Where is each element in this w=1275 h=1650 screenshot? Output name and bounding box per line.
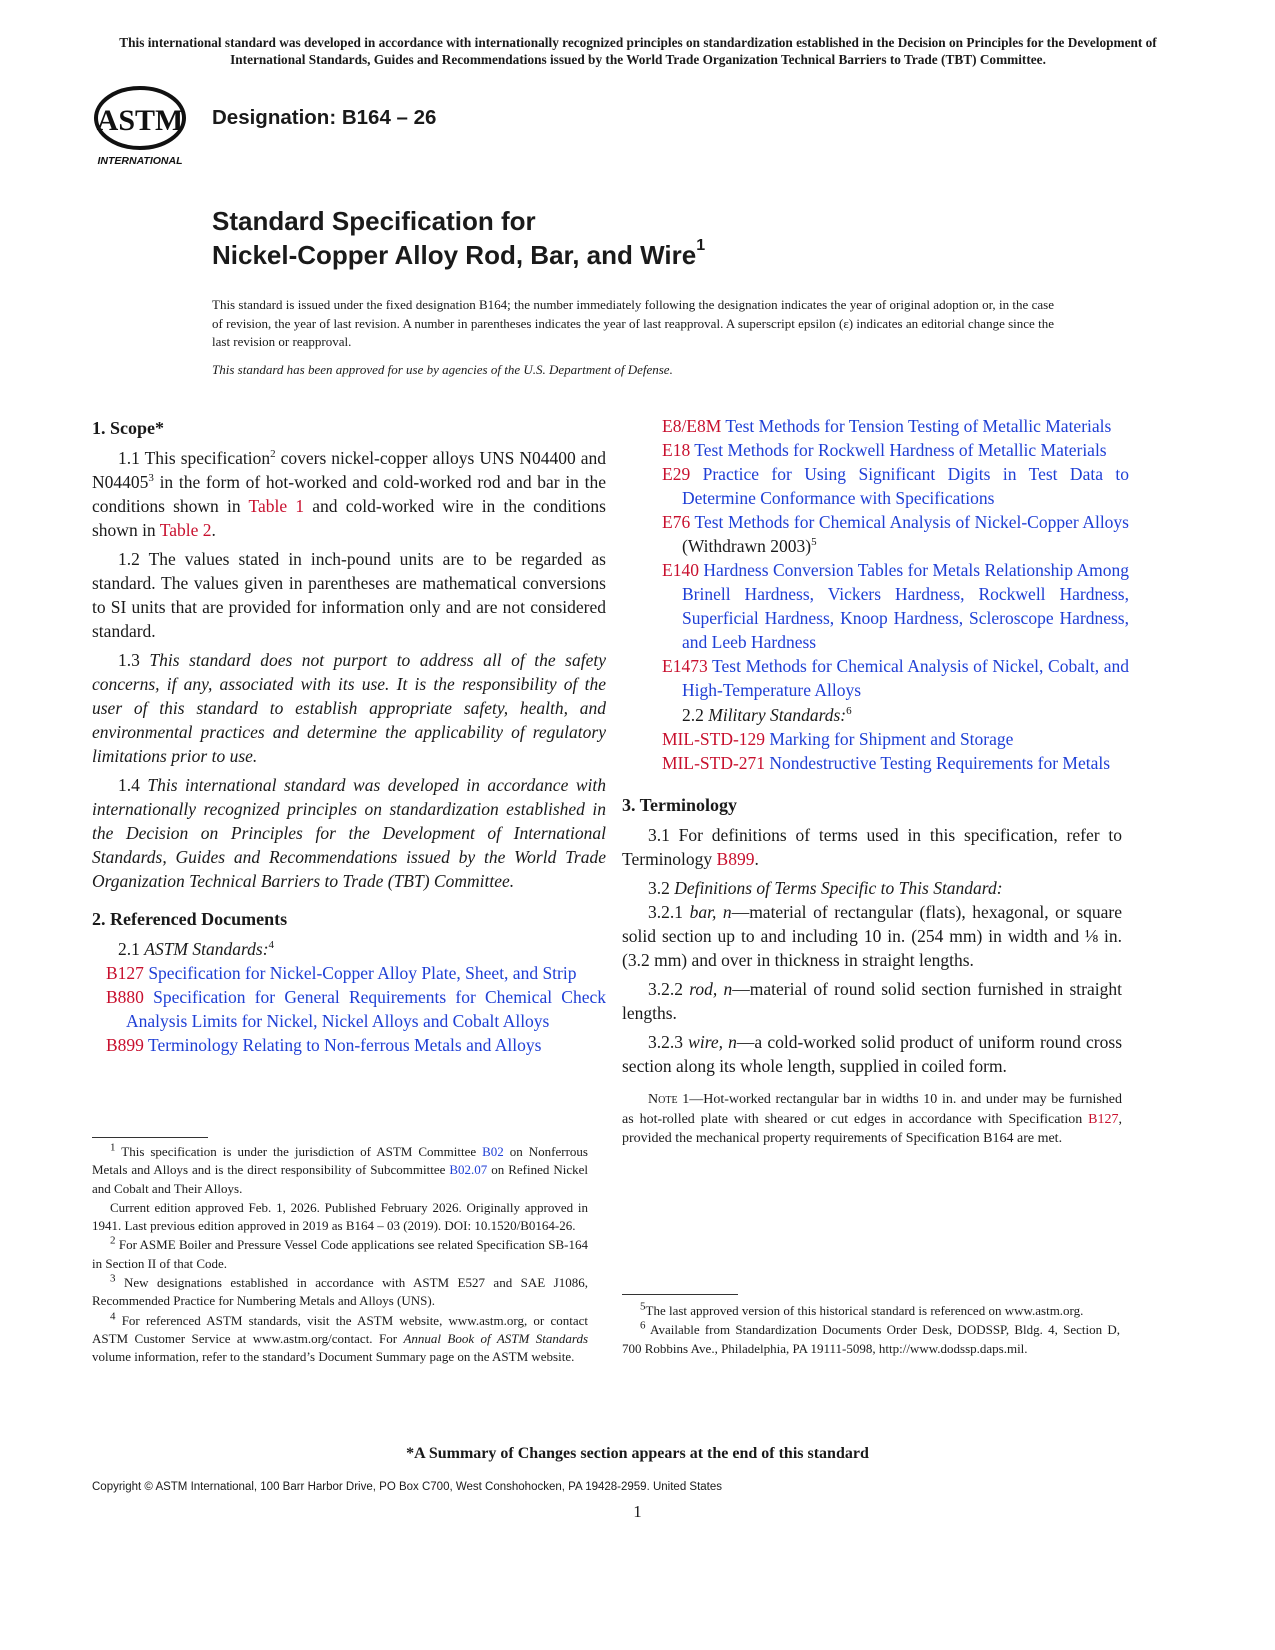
b02-07-link[interactable]: B02.07 [449,1162,488,1178]
footnote-1: $^1$ This specification is under the jurisdiction of ASTM Committee B02 on Nonferrous Metals and Alloys and is the direct responsibility of Subcommittee B02.07 on Refined Nickel and Cobalt and Their Alloys. [92,1141,588,1196]
table-1-link[interactable]: Table 1 [248,496,305,516]
footnote-6: $^6$ Available from Standardization Documents Order Desk, DODSSP, Bldg. 4, Section D, 700 Robbins Ave., Philadelphia, PA 19111-5098, http://www.dodssp.daps.mil. [622,1319,1120,1356]
ref-mil-std-129[interactable]: MIL-STD-129 Marking for Shipment and Storage [662,729,1014,749]
ref-e76[interactable]: E76 Test Methods for Chemical Analysis of Nickel-Copper Alloys (Withdrawn 2003)$^5$ [662,512,1129,556]
page-number: 1 [633,1502,642,1521]
ref-e140[interactable]: E140 Hardness Conversion Tables for Metals Relationship Among Brinell Hardness, Vickers Hardness, Rockwell Hardness, Superficial Hardness, Knoop Hardness, Scleroscope Hardness, and Leeb Hardness [662,560,1129,652]
para-3-2: 3.2 Definitions of Terms Specific to This Standard: [648,878,1003,898]
para-2-1: 2.1 ASTM Standards:$^4$ [118,939,275,959]
para-1-1: 1.1 This specification$^2$ covers nickel-copper alloys UNS N04400 and N04405$^3$ in the form of hot-worked and cold-worked rod and bar in the conditions shown in Table 1 and cold-worked wire in the conditions shown in Table 2. [92,448,607,540]
para-3-2-3: 3.2.3 wire, n—a cold-worked solid product of uniform round cross section along its whole length, supplied in coiled form. [622,1032,1123,1076]
copyright: Copyright © ASTM International, 100 Barr Harbor Drive, PO Box C700, West Conshohocken, PA 19428-2959. United States [92,1481,723,1493]
astm-logo-icon [92,84,192,170]
footnote-1-edition: Current edition approved Feb. 1, 2026. Published February 2026. Originally approved in 1941. Last previous edition approved in 2019 as B164 – 03 (2019). DOI: 10.1520/B0164-26. [92,1199,588,1234]
title-footnote-mark: 1 [696,237,706,255]
summary-of-changes-note: *A Summary of Changes section appears at the end of this standard [406,1445,869,1462]
footnote-3: $^3$ New designations established in accordance with ASTM E527 and SAE J1086, Recommended Practice for Numbering Metals and Alloys (UNS). [92,1272,588,1309]
astm-ref-list [92,961,606,1057]
issued-note: This standard is issued under the fixed designation B164; the number immediately following the designation indicates the year of original adoption or, in the case of revision, the year of last revision. A number in parentheses indicates the year of last reapproval. A superscript epsilon (ε) indicates an editorial change since the last revision or reapproval. [212,297,1054,349]
ref-b899[interactable]: B899 Terminology Relating to Non-ferrous Metals and Alloys [106,1035,542,1055]
footnote-rule-right [622,1294,738,1295]
section-1-heading: 1. Scope* [92,418,164,438]
right-column [622,414,1183,1149]
footnotes-right [622,1302,1120,1359]
footnote-5: $^5$The last approved version of this historical standard is referenced on www.astm.org. [640,1300,1084,1318]
ref-b127[interactable]: B127 Specification for Nickel-Copper Alloy Plate, Sheet, and Strip [106,963,577,983]
table-2-link[interactable]: Table 2 [159,520,212,540]
footnotes-left [92,1143,588,1368]
astm-ref-list-continued [656,414,1129,702]
svg-text:INTERNATIONAL: INTERNATIONAL [97,155,183,167]
svg-text:ASTM: ASTM [96,104,184,137]
document-title [212,204,705,272]
para-1-4: 1.4 This international standard was developed in accordance with internationally recognized principles on standardization established in the Decision on Principles for the Development of International Standards, Guides and Recommendations issued by the World Trade Organization Technical Barriers to Trade (TBT) Committee. [92,775,607,891]
para-1-3: 1.3 This standard does not purport to address all of the safety concerns, if any, associated with its use. It is the responsibility of the user of this standard to establish appropriate safety, health, and environmental practices and determine the applicability of regulatory limitations prior to use. [92,650,607,766]
title-line-2: Nickel-Copper Alloy Rod, Bar, and Wire$^1$ [212,237,706,270]
para-3-1: 3.1 For definitions of terms used in this specification, refer to Terminology B899. [622,825,1122,869]
section-2-heading: 2. Referenced Documents [92,909,288,929]
designation: Designation: B164 – 26 [212,106,437,129]
ref-e29[interactable]: E29 Practice for Using Significant Digits in Test Data to Determine Conformance with Specifications [662,464,1129,508]
footnote-rule-left [92,1137,208,1138]
dod-approval-note: This standard has been approved for use by agencies of the U.S. Department of Defense. [212,362,673,377]
ref-mil-std-271[interactable]: MIL-STD-271 Nondestructive Testing Requirements for Metals [662,753,1111,773]
b02-link[interactable]: B02 [482,1144,504,1159]
para-3-2-1: 3.2.1 bar, n—material of rectangular (flats), hexagonal, or square solid section up to and including 10 in. (254 mm) in width and ⅛ in. (3.2 mm) and over in thickness in straight lengths. [622,902,1123,970]
left-column [92,416,606,1057]
ref-e8-e8m[interactable]: E8/E8M Test Methods for Tension Testing of Metallic Materials [662,416,1112,436]
ref-e18[interactable]: E18 Test Methods for Rockwell Hardness of Metallic Materials [662,440,1107,460]
para-1-2: 1.2 The values stated in inch-pound units are to be regarded as standard. The values given in parentheses are mathematical conversions to SI units that are provided for information only and are not considered standard. [92,549,606,641]
top-notice: This international standard was developed in accordance with internationally recognized principles on standardization established in the Decision on Principles for the Development of International Standards, Guides and Recommendations issued by the World Trade Organization Technical Barriers to Trade (TBT) Committee. [119,35,1157,67]
footnote-4: $^4$ For referenced ASTM standards, visit the ASTM website, www.astm.org, or contact ASTM Customer Service at www.astm.org/contact. For Annual Book of ASTM Standards volume information, refer to the standard’s Document Summary page on the ASTM website. [92,1310,588,1365]
mil-ref-list [656,727,1129,775]
para-2-2: 2.2 Military Standards:$^6$ [682,705,852,725]
ref-b880[interactable]: B880 Specification for General Requirements for Chemical Check Analysis Limits for Nickel, Nickel Alloys and Cobalt Alloys [106,987,606,1031]
footnote-2: $^2$ For ASME Boiler and Pressure Vessel Code applications see related Specification SB-164 in Section II of that Code. [92,1235,588,1271]
b127-link[interactable]: B127 [1088,1111,1119,1127]
note-1: Note 1—Hot-worked rectangular bar in widths 10 in. and under may be furnished as hot-rolled plate with sheared or cut edges in accordance with Specification B127, provided the mechanical property requirements of Specification B164 are met. [622,1092,1122,1146]
section-3-heading: 3. Terminology [622,795,738,815]
astm-logo [92,84,192,170]
title-line-1: Standard Specification for [212,206,536,236]
para-3-2-2: 3.2.2 rod, n—material of round solid section furnished in straight lengths. [622,979,1122,1023]
ref-e1473[interactable]: E1473 Test Methods for Chemical Analysis of Nickel, Cobalt, and High-Temperature Alloys [662,656,1129,700]
section-3 [622,793,1122,1149]
b899-link[interactable]: B899 [716,849,755,869]
